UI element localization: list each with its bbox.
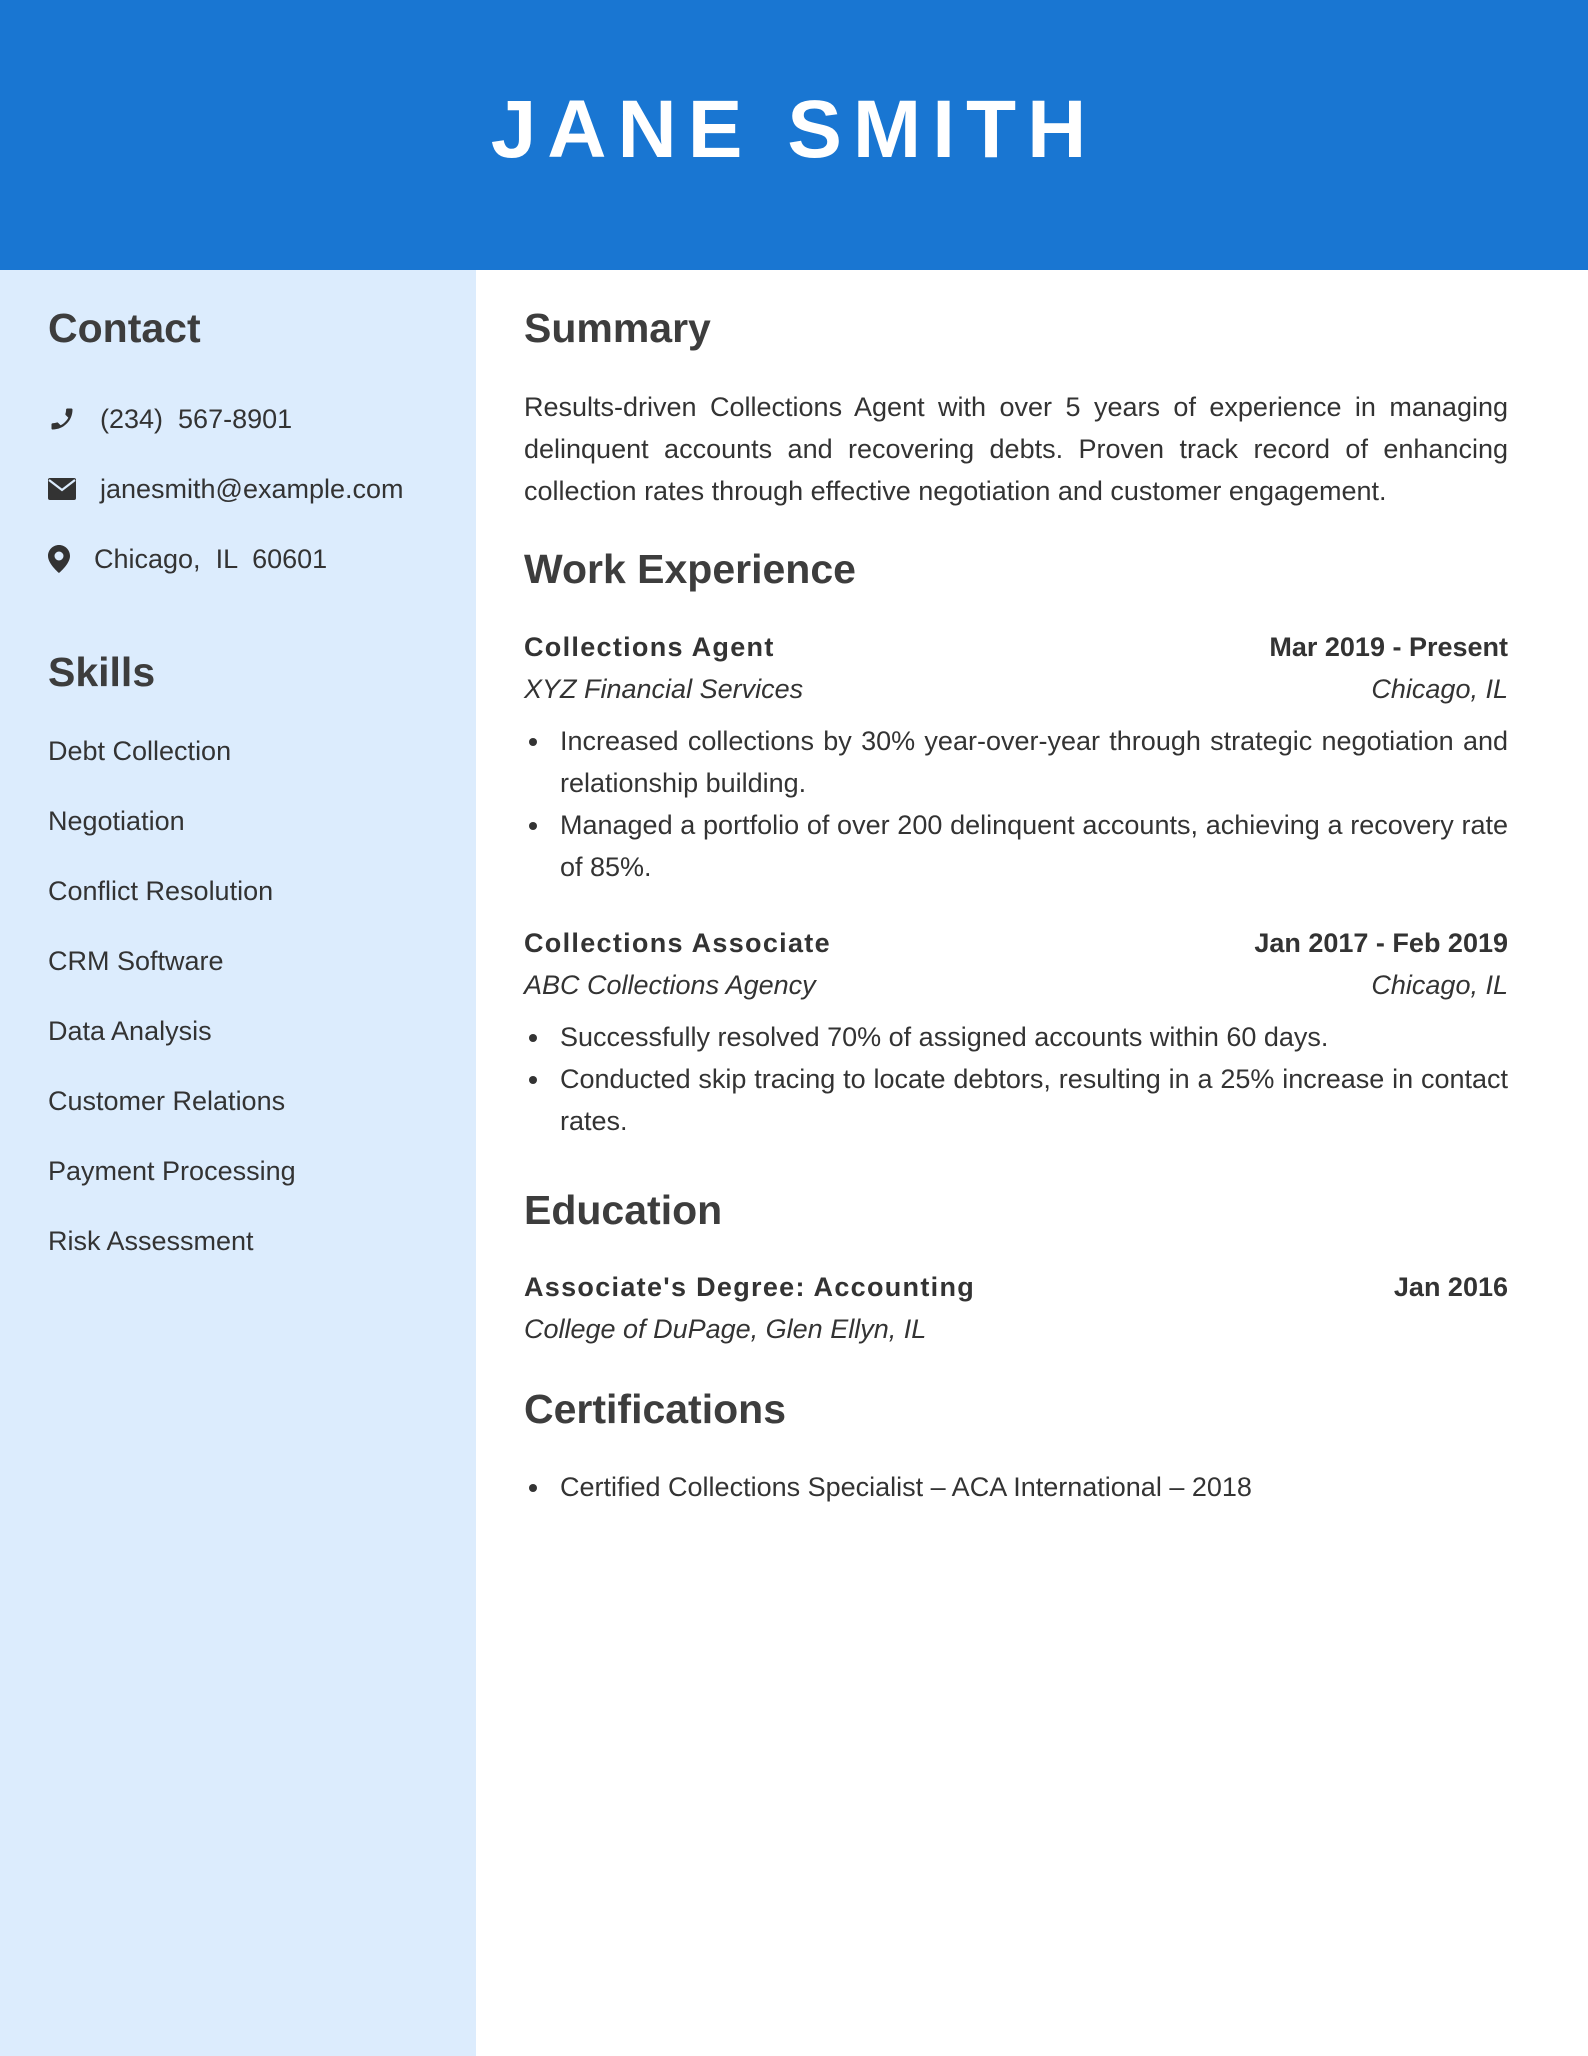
education-heading: Education [524, 1187, 723, 1233]
education-school-row [524, 1316, 1508, 1343]
list-item: Conducted skip tracing to locate debtors, resulting in a 25% increase in contact rates. [524, 1058, 1508, 1142]
skill-item: Payment Processing [48, 1156, 296, 1186]
skills-heading: Skills [48, 649, 156, 695]
job-dates: Jan 2017 - Feb 2019 [1254, 928, 1508, 958]
skill-item: Debt Collection [48, 736, 232, 766]
candidate-name: JANE SMITH [490, 84, 1098, 175]
company-name: XYZ Financial Services [524, 674, 804, 704]
degree-date: Jan 2016 [1393, 1272, 1508, 1302]
email-address: janesmith@example.com [100, 473, 404, 504]
job-location: Chicago, IL [1371, 970, 1508, 1000]
contact-email [48, 474, 404, 504]
education-header [524, 1274, 1508, 1301]
contact-heading: Contact [48, 305, 201, 351]
skill-item: Data Analysis [48, 1016, 212, 1046]
list-item: Successfully resolved 70% of assigned accounts within 60 days. [524, 1016, 1508, 1058]
location-text: Chicago, IL 60601 [94, 543, 328, 574]
job-dates: Mar 2019 - Present [1269, 632, 1508, 662]
job-bullets [524, 720, 1508, 888]
job-bullets [524, 1016, 1508, 1142]
phone-icon [48, 404, 78, 434]
experience-heading: Work Experience [524, 546, 856, 592]
list-item: Managed a portfolio of over 200 delinquent accounts, achieving a recovery rate of 85%. [524, 804, 1508, 888]
job-company-row [524, 972, 1508, 999]
envelope-icon [48, 474, 78, 504]
job-header [524, 634, 1508, 661]
sidebar [0, 270, 476, 2056]
school-name: College of DuPage, Glen Ellyn, IL [524, 1314, 927, 1344]
degree-title: Associate's Degree: Accounting [524, 1272, 976, 1302]
resume-header [0, 0, 1588, 270]
summary-heading: Summary [524, 305, 711, 351]
skill-item: Risk Assessment [48, 1226, 254, 1256]
map-pin-icon [48, 544, 72, 574]
phone-number: (234) 567-8901 [100, 403, 293, 434]
contact-location [48, 544, 327, 574]
job-title: Collections Agent [524, 632, 775, 662]
skill-item: CRM Software [48, 946, 224, 976]
skill-item: Customer Relations [48, 1086, 286, 1116]
list-item: Certified Collections Specialist – ACA International – 2018 [524, 1466, 1508, 1508]
job-location: Chicago, IL [1371, 674, 1508, 704]
summary-text: Results-driven Collections Agent with over 5 years of experience in managing delinquent accounts and recovering debts. Proven track record of enhancing collection rates through effective negotiation and customer engagement. [524, 392, 1508, 506]
certifications-heading: Certifications [524, 1386, 786, 1432]
skill-item: Negotiation [48, 806, 185, 836]
job-title: Collections Associate [524, 928, 831, 958]
certification-list [524, 1466, 1508, 1508]
job-company-row [524, 676, 1508, 703]
contact-phone [48, 404, 292, 434]
list-item: Increased collections by 30% year-over-year through strategic negotiation and relationship building. [524, 720, 1508, 804]
company-name: ABC Collections Agency [524, 970, 816, 1000]
skill-item: Conflict Resolution [48, 876, 274, 906]
job-header [524, 930, 1508, 957]
